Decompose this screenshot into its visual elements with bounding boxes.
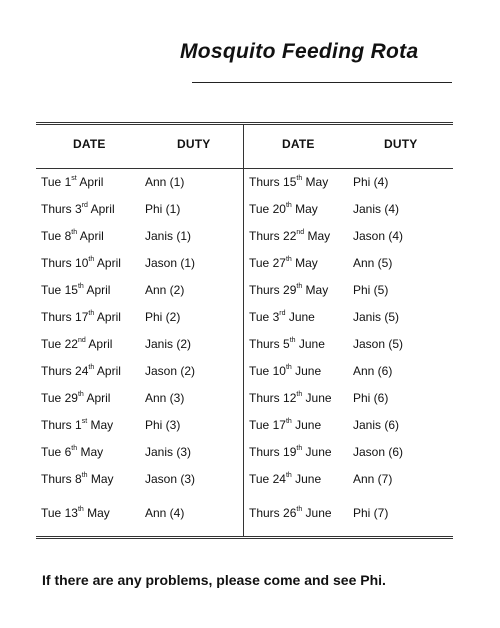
column-divider: [243, 125, 244, 536]
duty-cell-right: Ann (5): [353, 256, 393, 270]
date-day: Tue: [249, 364, 273, 378]
date-cell-left: [41, 391, 110, 405]
date-number: 15: [283, 175, 297, 189]
date-day: Thurs: [41, 364, 76, 378]
date-ordinal-suffix: nd: [77, 337, 86, 344]
date-cell-right: [249, 310, 315, 324]
date-ordinal-suffix: th: [296, 391, 303, 398]
date-day: Tue: [41, 391, 65, 405]
duty-cell-left: Janis (3): [145, 445, 192, 459]
date-day: Tue: [41, 445, 65, 459]
date-day: Tue: [41, 175, 65, 189]
date-number: 3: [272, 310, 280, 324]
duty-cell-left: Jason (1): [145, 256, 196, 270]
date-month: May: [304, 229, 331, 243]
date-ordinal-suffix: th: [296, 283, 303, 290]
date-day: Tue: [41, 337, 65, 351]
date-month: June: [295, 337, 325, 351]
date-month: April: [94, 310, 121, 324]
date-number: 22: [64, 337, 78, 351]
duty-cell-right: Phi (7): [353, 506, 389, 520]
duty-cell-left: Ann (1): [145, 175, 185, 189]
duty-cell-left: Janis (1): [145, 229, 192, 243]
header-date-right: DATE: [282, 137, 315, 151]
date-cell-left: [41, 310, 121, 324]
date-cell-left: [41, 445, 103, 459]
date-cell-right: [249, 175, 328, 189]
date-month: June: [291, 472, 322, 486]
date-month: April: [94, 364, 121, 378]
date-month: May: [87, 472, 114, 486]
duty-cell-left: Phi (3): [145, 418, 181, 432]
date-day: Thurs: [249, 337, 284, 351]
date-ordinal-suffix: th: [285, 256, 292, 263]
date-month: April: [85, 337, 113, 351]
date-number: 6: [64, 445, 72, 459]
date-cell-right: [249, 202, 318, 216]
date-cell-right: [249, 391, 332, 405]
date-ordinal-suffix: th: [285, 202, 292, 209]
date-cell-left: [41, 506, 110, 520]
date-ordinal-suffix: th: [289, 337, 296, 344]
date-day: Thurs: [41, 418, 76, 432]
date-ordinal-suffix: th: [71, 229, 78, 236]
date-number: 19: [283, 445, 297, 459]
date-number: 3: [75, 202, 82, 216]
date-number: 5: [283, 337, 290, 351]
date-ordinal-suffix: rd: [279, 310, 286, 317]
duty-cell-left: Jason (3): [145, 472, 196, 486]
date-ordinal-suffix: th: [285, 418, 292, 425]
duty-cell-left: Jason (2): [145, 364, 196, 378]
date-number: 17: [272, 418, 286, 432]
date-number: 15: [64, 283, 78, 297]
date-cell-left: [41, 364, 121, 378]
date-day: Tue: [249, 472, 273, 486]
date-cell-right: [249, 364, 321, 378]
date-number: 29: [64, 391, 78, 405]
date-number: 29: [283, 283, 297, 297]
date-number: 24: [75, 364, 89, 378]
date-day: Tue: [41, 506, 65, 520]
date-month: June: [291, 418, 322, 432]
duty-cell-left: Janis (2): [145, 337, 192, 351]
date-cell-right: [249, 445, 332, 459]
date-cell-left: [41, 472, 114, 486]
date-ordinal-suffix: st: [71, 175, 77, 182]
date-number: 22: [283, 229, 297, 243]
header-duty-left: DUTY: [177, 137, 211, 151]
date-cell-right: [249, 283, 328, 297]
page-title: Mosquito Feeding Rota: [180, 40, 419, 63]
date-month: April: [94, 256, 121, 270]
date-day: Tue: [249, 310, 273, 324]
date-cell-left: [41, 283, 110, 297]
date-day: Tue: [41, 229, 65, 243]
date-month: June: [291, 364, 322, 378]
date-cell-right: [249, 256, 318, 270]
date-ordinal-suffix: th: [77, 506, 84, 513]
date-day: Thurs: [249, 175, 284, 189]
duty-cell-right: Jason (6): [353, 445, 404, 459]
title-underline: [192, 82, 452, 83]
duty-cell-right: Phi (4): [353, 175, 389, 189]
date-month: June: [302, 445, 332, 459]
date-day: Thurs: [41, 310, 76, 324]
date-month: May: [87, 418, 114, 432]
date-ordinal-suffix: th: [77, 391, 84, 398]
date-day: Tue: [249, 418, 273, 432]
date-month: April: [83, 391, 111, 405]
date-cell-right: [249, 229, 330, 243]
date-cell-left: [41, 337, 112, 351]
date-ordinal-suffix: th: [296, 175, 303, 182]
date-month: April: [76, 175, 104, 189]
header-rule: [36, 168, 453, 169]
date-cell-right: [249, 472, 321, 486]
date-month: April: [77, 229, 104, 243]
date-ordinal-suffix: rd: [81, 202, 88, 209]
date-number: 12: [283, 391, 297, 405]
date-day: Tue: [41, 283, 65, 297]
date-day: Thurs: [249, 283, 284, 297]
date-number: 27: [272, 256, 286, 270]
date-ordinal-suffix: th: [88, 364, 95, 371]
date-number: 10: [272, 364, 286, 378]
date-number: 1: [64, 175, 72, 189]
date-day: Thurs: [249, 391, 284, 405]
date-number: 1: [75, 418, 82, 432]
date-month: May: [83, 506, 110, 520]
date-number: 26: [283, 506, 297, 520]
date-month: June: [285, 310, 315, 324]
date-cell-left: [41, 202, 115, 216]
date-cell-right: [249, 337, 325, 351]
duty-cell-right: Janis (5): [353, 310, 400, 324]
date-month: May: [291, 202, 318, 216]
rota-table: [36, 122, 453, 539]
date-number: 10: [75, 256, 89, 270]
date-ordinal-suffix: nd: [296, 229, 305, 236]
date-day: Thurs: [41, 472, 76, 486]
duty-cell-left: Ann (3): [145, 391, 185, 405]
date-day: Thurs: [249, 445, 284, 459]
header-duty-right: DUTY: [384, 137, 418, 151]
date-cell-right: [249, 418, 321, 432]
date-cell-left: [41, 175, 103, 189]
date-ordinal-suffix: th: [81, 472, 88, 479]
date-day: Tue: [249, 202, 273, 216]
duty-cell-left: Ann (4): [145, 506, 185, 520]
date-cell-left: [41, 256, 121, 270]
date-month: May: [302, 175, 329, 189]
duty-cell-right: Ann (6): [353, 364, 393, 378]
date-ordinal-suffix: th: [296, 506, 303, 513]
date-day: Tue: [249, 256, 273, 270]
duty-cell-right: Jason (4): [353, 229, 404, 243]
date-ordinal-suffix: th: [88, 310, 95, 317]
date-number: 17: [75, 310, 89, 324]
date-cell-left: [41, 229, 104, 243]
date-month: April: [83, 283, 111, 297]
date-month: May: [291, 256, 318, 270]
date-month: April: [87, 202, 115, 216]
date-ordinal-suffix: st: [81, 418, 88, 425]
duty-cell-left: Phi (1): [145, 202, 181, 216]
duty-cell-left: Phi (2): [145, 310, 181, 324]
date-ordinal-suffix: th: [71, 445, 78, 452]
duty-cell-right: Ann (7): [353, 472, 393, 486]
date-ordinal-suffix: th: [296, 445, 303, 452]
date-month: June: [302, 506, 332, 520]
duty-cell-right: Janis (6): [353, 418, 400, 432]
date-cell-left: [41, 418, 113, 432]
date-day: Thurs: [249, 229, 284, 243]
date-number: 13: [64, 506, 78, 520]
footer-note: If there are any problems, please come and see Phi.: [42, 572, 386, 588]
duty-cell-right: Jason (5): [353, 337, 404, 351]
duty-cell-left: Ann (2): [145, 283, 185, 297]
date-number: 8: [64, 229, 72, 243]
date-day: Thurs: [41, 202, 76, 216]
duty-cell-right: Janis (4): [353, 202, 400, 216]
date-ordinal-suffix: th: [285, 472, 292, 479]
date-cell-right: [249, 506, 332, 520]
date-month: June: [302, 391, 332, 405]
duty-cell-right: Phi (5): [353, 283, 389, 297]
date-month: May: [302, 283, 329, 297]
date-month: May: [77, 445, 104, 459]
date-ordinal-suffix: th: [77, 283, 84, 290]
date-day: Thurs: [41, 256, 76, 270]
date-day: Thurs: [249, 506, 284, 520]
date-number: 24: [272, 472, 286, 486]
header-date-left: DATE: [73, 137, 106, 151]
date-ordinal-suffix: th: [285, 364, 292, 371]
date-number: 8: [75, 472, 82, 486]
duty-cell-right: Phi (6): [353, 391, 389, 405]
date-number: 20: [272, 202, 286, 216]
date-ordinal-suffix: th: [88, 256, 95, 263]
